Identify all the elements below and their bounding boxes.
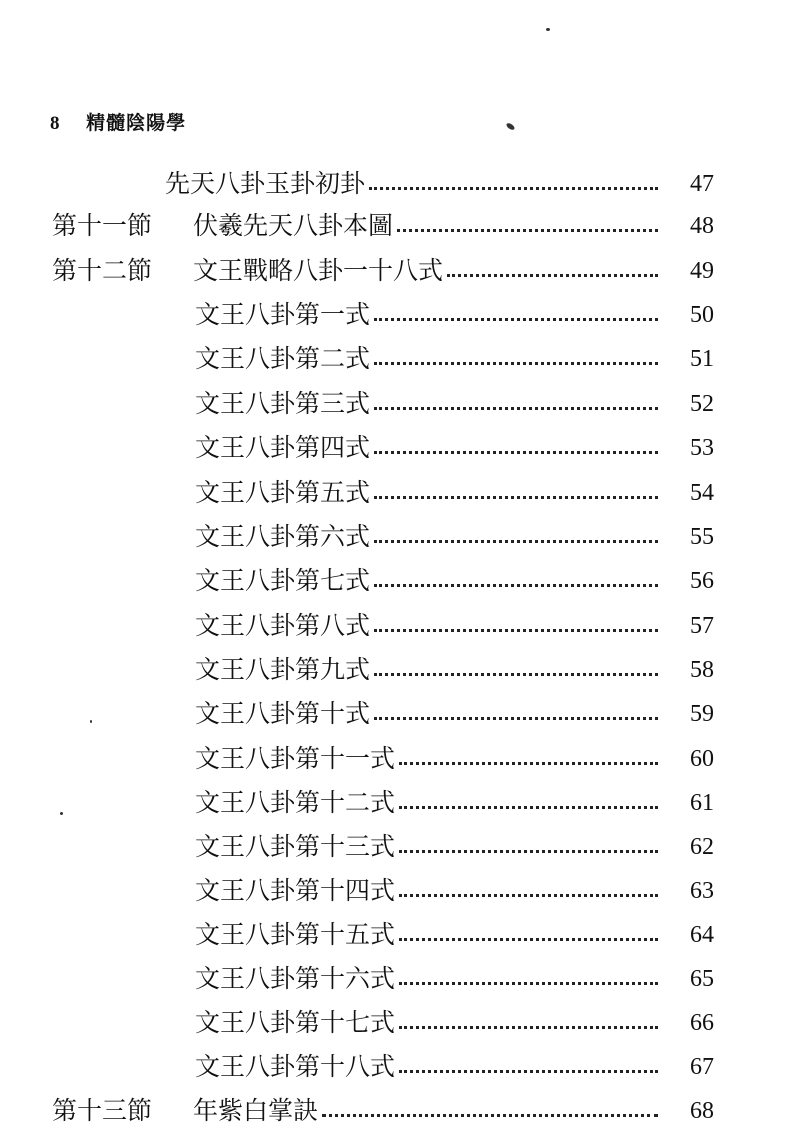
toc-entry <box>0 915 800 955</box>
toc-page-number: 47 <box>690 171 714 197</box>
toc-page-number: 50 <box>690 302 714 328</box>
dot-leader <box>399 1026 658 1029</box>
toc-entry <box>0 871 800 911</box>
toc-page-number: 57 <box>690 613 714 639</box>
toc-entry <box>0 694 800 734</box>
toc-entry <box>0 1091 800 1131</box>
header-book-title: 精髓陰陽學 <box>86 112 187 134</box>
scan-speck <box>505 122 515 131</box>
toc-page-number: 65 <box>690 966 714 992</box>
toc-title-group <box>195 295 662 335</box>
dot-leader <box>399 894 658 897</box>
toc-entry <box>0 384 800 424</box>
toc-entry-title: 文王八卦第五式 <box>195 478 371 507</box>
toc-title-group <box>195 606 662 646</box>
toc-entry-title: 年紫白掌訣 <box>193 1096 319 1125</box>
toc-title-group <box>193 206 662 246</box>
toc-entry <box>0 206 800 246</box>
dot-leader <box>369 187 658 190</box>
toc-title-group <box>195 650 662 690</box>
toc-title-group <box>195 384 662 424</box>
toc-entry <box>0 739 800 779</box>
toc-page-number: 63 <box>690 878 714 904</box>
toc-page-number: 68 <box>690 1098 714 1124</box>
dot-leader <box>447 274 658 277</box>
toc-entry-title: 文王八卦第六式 <box>195 522 371 551</box>
toc-entry-title: 文王八卦第八式 <box>195 611 371 640</box>
toc-entry <box>0 827 800 867</box>
toc-entry-title: 文王八卦第九式 <box>195 655 371 684</box>
toc-page-number: 67 <box>690 1054 714 1080</box>
toc-page-number: 48 <box>690 213 714 239</box>
toc-page-number: 56 <box>690 568 714 594</box>
toc-entry <box>0 473 800 513</box>
dot-leader <box>374 540 658 543</box>
dot-leader <box>399 850 658 853</box>
toc-title-group <box>195 739 662 779</box>
toc-entry <box>0 783 800 823</box>
toc-entry <box>0 561 800 601</box>
toc-section-label: 第十三節 <box>52 1096 153 1125</box>
dot-leader <box>399 982 658 985</box>
toc-page-number: 52 <box>690 391 714 417</box>
toc-page-number: 62 <box>690 834 714 860</box>
dot-leader <box>374 451 658 454</box>
toc-page-number: 64 <box>690 922 714 948</box>
toc-entry-title: 文王八卦第二式 <box>195 344 371 373</box>
toc-title-group <box>193 251 662 291</box>
dot-leader <box>374 407 658 410</box>
dot-leader <box>399 806 658 809</box>
header-page-number: 8 <box>50 113 61 134</box>
dot-leader <box>399 762 658 765</box>
toc-entry-title: 文王八卦第十四式 <box>195 876 396 905</box>
toc-section-label: 第十一節 <box>52 211 153 240</box>
toc-page-number: 51 <box>690 346 714 372</box>
toc-page-number: 49 <box>690 258 714 284</box>
toc-page-number: 59 <box>690 701 714 727</box>
toc-entry <box>0 517 800 557</box>
scan-speck <box>546 28 550 31</box>
toc-entry <box>0 1047 800 1087</box>
toc-title-group <box>195 694 662 734</box>
toc-entry <box>0 606 800 646</box>
toc-entry <box>0 428 800 468</box>
toc-entry-title: 文王八卦第十八式 <box>195 1052 396 1081</box>
toc-title-group <box>195 1047 662 1087</box>
running-header <box>50 108 186 135</box>
dot-leader <box>397 229 658 232</box>
dot-leader <box>374 717 658 720</box>
toc-entry <box>0 251 800 291</box>
dot-leader <box>374 496 658 499</box>
toc-entry-title: 文王八卦第十五式 <box>195 920 396 949</box>
toc-title-group <box>195 871 662 911</box>
toc-entry-title: 文王戰略八卦一十八式 <box>193 256 444 285</box>
toc-entry <box>0 1003 800 1043</box>
toc-page-number: 61 <box>690 790 714 816</box>
dot-leader <box>374 673 658 676</box>
toc-entry <box>0 959 800 999</box>
toc-title-group <box>195 915 662 955</box>
toc-entry <box>0 295 800 335</box>
toc-entry-title: 文王八卦第十式 <box>195 699 371 728</box>
toc-title-group <box>195 428 662 468</box>
toc-entry-title: 先天八卦玉卦初卦 <box>165 169 366 198</box>
toc-entry-title: 文王八卦第十六式 <box>195 964 396 993</box>
toc-entry-title: 文王八卦第十二式 <box>195 788 396 817</box>
toc-page-number: 54 <box>690 480 714 506</box>
toc-entry-title: 文王八卦第十七式 <box>195 1008 396 1037</box>
toc-page-number: 60 <box>690 746 714 772</box>
dot-leader <box>374 318 658 321</box>
toc-title-group <box>195 517 662 557</box>
toc-title-group <box>195 339 662 379</box>
toc-entry <box>0 650 800 690</box>
toc-title-group <box>195 959 662 999</box>
toc-section-label: 第十二節 <box>52 256 153 285</box>
dot-leader <box>399 938 658 941</box>
toc-entry-title: 文王八卦第四式 <box>195 433 371 462</box>
dot-leader <box>374 584 658 587</box>
toc-entry-title: 文王八卦第三式 <box>195 389 371 418</box>
toc-entry-title: 伏羲先天八卦本圖 <box>193 211 394 240</box>
dot-leader <box>374 629 658 632</box>
toc-title-group <box>165 164 662 204</box>
toc-page-number: 58 <box>690 657 714 683</box>
toc-title-group <box>195 827 662 867</box>
toc-entry-title: 文王八卦第十一式 <box>195 744 396 773</box>
dot-leader <box>399 1070 658 1073</box>
dot-leader <box>322 1114 658 1117</box>
toc-entry-title: 文王八卦第七式 <box>195 566 371 595</box>
dot-leader <box>374 362 658 365</box>
toc-entry-title: 文王八卦第十三式 <box>195 832 396 861</box>
toc-title-group <box>195 561 662 601</box>
toc-title-group <box>193 1091 662 1131</box>
toc-title-group <box>195 783 662 823</box>
toc-page-number: 55 <box>690 524 714 550</box>
toc-entry-title: 文王八卦第一式 <box>195 300 371 329</box>
toc-entry <box>0 339 800 379</box>
toc-entry <box>0 164 800 204</box>
toc-title-group <box>195 1003 662 1043</box>
toc-page-number: 66 <box>690 1010 714 1036</box>
toc-page-number: 53 <box>690 435 714 461</box>
toc-title-group <box>195 473 662 513</box>
